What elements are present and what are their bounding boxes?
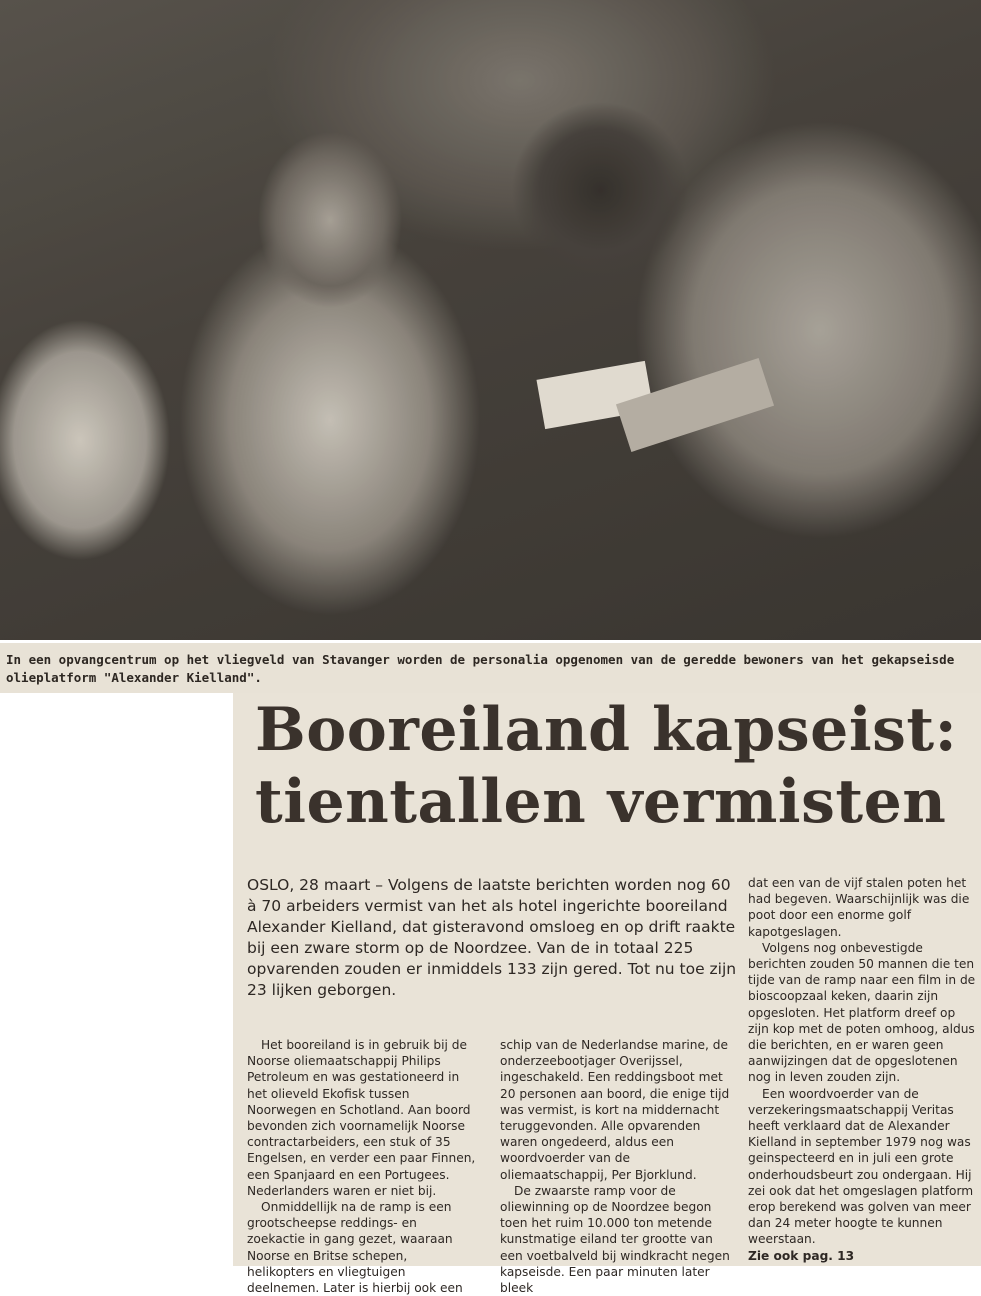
headline-line-1: Booreiland kapseist: xyxy=(255,695,958,765)
caption-line-1: In een opvangcentrum op het vliegveld van Stavanger worden de personalia opgenomen van de geredde bewoners van het gekapseisde xyxy=(6,652,955,667)
article-headline xyxy=(255,694,975,838)
see-also-reference: Zie ook pag. 13 xyxy=(748,1248,855,1263)
column-2-paragraph-1: schip van de Nederlandse marine, de onderzeebootjager Overijssel, ingeschakeld. Een reddingsboot met 20 personen aan boord, die enige tijd was vermist, is kort na middernacht teruggevonden. Alle opvarenden waren ongedeerd, aldus een woordvoerder van de oliemaatschappij, Per Bjorklund. xyxy=(500,1038,730,1182)
column-1-paragraph-1: Het booreiland is in gebruik bij de Noorse oliemaatschappij Philips Petroleum en was gestationeerd in het olieveld Ekofisk tussen Noorwegen en Schotland. Aan boord bevonden zich voornamelijk Noorse contractarbeiders, een stuk of 35 Engelsen, en verder een paar Finnen, een Spanjaard en een Portugees. Nederlanders waren er niet bij. xyxy=(247,1038,476,1198)
article-lead: OSLO, 28 maart – Volgens de laatste berichten worden nog 60 à 70 arbeiders vermist van het als hotel ingerichte booreiland Alexander Kielland, dat gisteravond omsloeg en op drift raakte bij een zware storm op de Noordzee. Van de in totaal 225 opvarenden zouden er inmiddels 133 zijn gered. Tot nu toe zijn 23 lijken geborgen. xyxy=(247,876,737,999)
article-column-1 xyxy=(247,1037,477,1296)
article-column-2 xyxy=(500,1037,730,1296)
article-column-3 xyxy=(748,875,976,1264)
column-1-paragraph-2: Onmiddellijk na de ramp is een grootscheepse reddings- en zoekactie in gang gezet, waaraan Noorse en Britse schepen, helikopters en vliegtuigen deelnemen. Later is hierbij ook een xyxy=(247,1200,463,1296)
news-photo xyxy=(0,0,981,640)
column-3-paragraph-1: dat een van de vijf stalen poten het had begeven. Waarschijnlijk was die poot door een enorme golf kapotgeslagen. xyxy=(748,876,970,939)
caption-line-2: olieplatform "Alexander Kielland". xyxy=(6,670,262,685)
photo-caption xyxy=(0,643,981,693)
headline-line-2: tientallen vermisten xyxy=(255,767,947,837)
column-2-paragraph-2: De zwaarste ramp voor de oliewinning op de Noordzee begon toen het ruim 10.000 ton metende kunstmatige eiland ter grootte van een voetbalveld bij windkracht negen kapseisde. Een paar minuten later bleek xyxy=(500,1183,730,1296)
column-3-paragraph-3: Een woordvoerder van de verzekeringsmaatschappij Veritas heeft verklaard dat de Alexander Kielland in september 1979 nog was geinspecteerd en in juli een grote onderhoudsbeurt zou ondergaan. Hij zei ook dat het omgeslagen platform erop berekend was golven van meer dan 24 meter hoogte te kunnen weerstaan. xyxy=(748,1086,974,1247)
column-3-paragraph-2: Volgens nog onbevestigde berichten zouden 50 mannen die ten tijde van de ramp naar een film in de bioscoopzaal keken, daarin zijn opgesloten. Het platform dreef op zijn kop met de poten omhoog, aldus die berichten, en er waren geen aanwijzingen dat de opgeslotenen nog in leven zouden zijn. xyxy=(748,940,976,1085)
